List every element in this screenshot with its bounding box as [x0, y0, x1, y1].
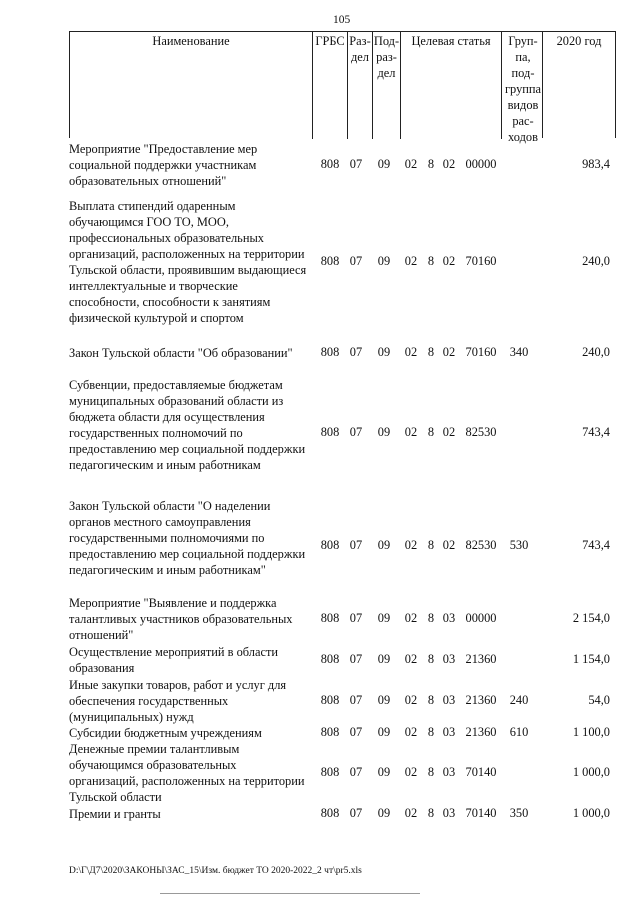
row-t1: 02: [404, 611, 418, 625]
row-t1: 02: [404, 254, 418, 268]
row-rz: 07: [349, 765, 363, 779]
header-grbs: ГРБС: [313, 32, 348, 139]
row-pr: 09: [377, 652, 391, 666]
row-pr: 09: [377, 725, 391, 739]
row-pr: 09: [377, 254, 391, 268]
row-t3: 03: [442, 725, 456, 739]
row-rz: 07: [349, 725, 363, 739]
row-t1: 02: [404, 538, 418, 552]
row-t4: 21360: [465, 693, 497, 707]
row-t2: 8: [427, 425, 435, 439]
row-grbs: 808: [320, 611, 340, 625]
row-name: Мероприятие "Выявление и поддержка талантливых участников образовательных отношений": [69, 596, 293, 642]
row-t4: 21360: [465, 725, 497, 739]
row-grbs: 808: [320, 765, 340, 779]
row-t4: 70160: [465, 345, 497, 359]
row-grbs: 808: [320, 693, 340, 707]
row-amount: 983,4: [582, 157, 610, 171]
row-pr: 09: [377, 425, 391, 439]
row-t2: 8: [427, 345, 435, 359]
row-t2: 8: [427, 611, 435, 625]
row-t2: 8: [427, 693, 435, 707]
row-t4: 00000: [465, 157, 497, 171]
table-header-year: [543, 31, 616, 138]
row-t4: 82530: [465, 538, 497, 552]
row-grbs: 808: [320, 652, 340, 666]
row-amount: 240,0: [582, 254, 610, 268]
row-t2: 8: [427, 765, 435, 779]
row-t4: 00000: [465, 611, 497, 625]
row-amount: 743,4: [582, 538, 610, 552]
header-name: Наименование: [70, 32, 313, 139]
row-t2: 8: [427, 157, 435, 171]
row-name: Премии и гранты: [69, 807, 161, 821]
row-grp: 340: [509, 345, 529, 359]
row-grp: 350: [509, 806, 529, 820]
row-grbs: 808: [320, 538, 340, 552]
row-t2: 8: [427, 725, 435, 739]
row-grp: 530: [509, 538, 529, 552]
row-name: Осуществление мероприятий в области образования: [69, 645, 279, 675]
row-name: Иные закупки товаров, работ и услуг для обеспечения государственных (муниципальных) нужд: [69, 678, 287, 724]
row-grbs: 808: [320, 806, 340, 820]
row-pr: 09: [377, 157, 391, 171]
row-t2: 8: [427, 254, 435, 268]
row-t1: 02: [404, 345, 418, 359]
row-name: Денежные премии талантливым обучающимся образовательных организаций, расположенных на территории Тульской области: [69, 742, 305, 804]
row-rz: 07: [349, 157, 363, 171]
row-pr: 09: [377, 806, 391, 820]
row-t3: 02: [442, 254, 456, 268]
header-year: 2020 год: [556, 34, 602, 48]
row-grbs: 808: [320, 425, 340, 439]
row-rz: 07: [349, 693, 363, 707]
row-t1: 02: [404, 652, 418, 666]
header-group: Груп- па, под- группа видов рас- ходов: [504, 34, 542, 144]
row-t1: 02: [404, 806, 418, 820]
row-t3: 02: [442, 157, 456, 171]
row-pr: 09: [377, 538, 391, 552]
row-grbs: 808: [320, 254, 340, 268]
row-t3: 02: [442, 425, 456, 439]
row-t2: 8: [427, 538, 435, 552]
header-razdel: Раз- дел: [348, 32, 373, 139]
row-rz: 07: [349, 345, 363, 359]
row-grbs: 808: [320, 345, 340, 359]
row-t4: 70160: [465, 254, 497, 268]
row-t3: 03: [442, 611, 456, 625]
row-t2: 8: [427, 652, 435, 666]
row-t1: 02: [404, 765, 418, 779]
row-t3: 02: [442, 345, 456, 359]
row-t1: 02: [404, 425, 418, 439]
row-pr: 09: [377, 345, 391, 359]
row-grbs: 808: [320, 157, 340, 171]
row-amount: 2 154,0: [572, 611, 610, 625]
row-name: Субвенции, предоставляемые бюджетам муниципальных образований области из бюджета области для осуществления государственных полномочий по предоставлению мер социальной поддержки педагогическим и иным работникам: [69, 378, 306, 472]
row-rz: 07: [349, 611, 363, 625]
row-t1: 02: [404, 725, 418, 739]
row-t2: 8: [427, 806, 435, 820]
row-name: Закон Тульской области "Об образовании": [69, 346, 293, 360]
row-pr: 09: [377, 765, 391, 779]
row-grbs: 808: [320, 725, 340, 739]
row-rz: 07: [349, 806, 363, 820]
row-t3: 03: [442, 765, 456, 779]
row-rz: 07: [349, 254, 363, 268]
row-name: Мероприятие "Предоставление мер социальной поддержки участникам образовательных отношений": [69, 142, 258, 188]
row-t3: 03: [442, 652, 456, 666]
row-grp: 240: [509, 693, 529, 707]
row-t1: 02: [404, 693, 418, 707]
header-podrazdel: Под- раз- дел: [373, 32, 401, 139]
row-amount: 54,0: [588, 693, 610, 707]
row-amount: 1 154,0: [572, 652, 610, 666]
row-t3: 02: [442, 538, 456, 552]
header-target: Целевая статья: [401, 32, 502, 139]
row-name: Выплата стипендий одаренным обучающимся ГОО ТО, МОО, профессиональных образовательных организаций, расположенных на территории Тульской области, проявившим выдающиеся интеллектуальные и творческие способности, способности к занятиям физической культурой и спортом: [69, 199, 307, 325]
row-t4: 21360: [465, 652, 497, 666]
page-number: 105: [333, 14, 351, 26]
row-amount: 1 000,0: [572, 765, 610, 779]
row-name: Субсидии бюджетным учреждениям: [69, 726, 262, 740]
row-grp: 610: [509, 725, 529, 739]
row-amount: 1 100,0: [572, 725, 610, 739]
footer-file-path: D:\Г\Д7\2020\ЗАКОНЫ\ЗАС_15\Изм. бюджет ТО 2020-2022_2 чт\pr5.xls: [69, 866, 362, 876]
row-t4: 70140: [465, 806, 497, 820]
row-amount: 240,0: [582, 345, 610, 359]
row-t3: 03: [442, 806, 456, 820]
row-amount: 1 000,0: [572, 806, 610, 820]
row-t3: 03: [442, 693, 456, 707]
row-t4: 82530: [465, 425, 497, 439]
row-pr: 09: [377, 693, 391, 707]
row-t4: 70140: [465, 765, 497, 779]
row-rz: 07: [349, 425, 363, 439]
scan-artifact-line: [160, 893, 420, 894]
table-header: [69, 31, 543, 144]
row-pr: 09: [377, 611, 391, 625]
row-name: Закон Тульской области "О наделении органов местного самоуправления государственными полномочиями по предоставлению мер социальной поддержки педагогическим и иным работникам": [69, 499, 306, 577]
row-amount: 743,4: [582, 425, 610, 439]
row-t1: 02: [404, 157, 418, 171]
row-rz: 07: [349, 538, 363, 552]
row-rz: 07: [349, 652, 363, 666]
